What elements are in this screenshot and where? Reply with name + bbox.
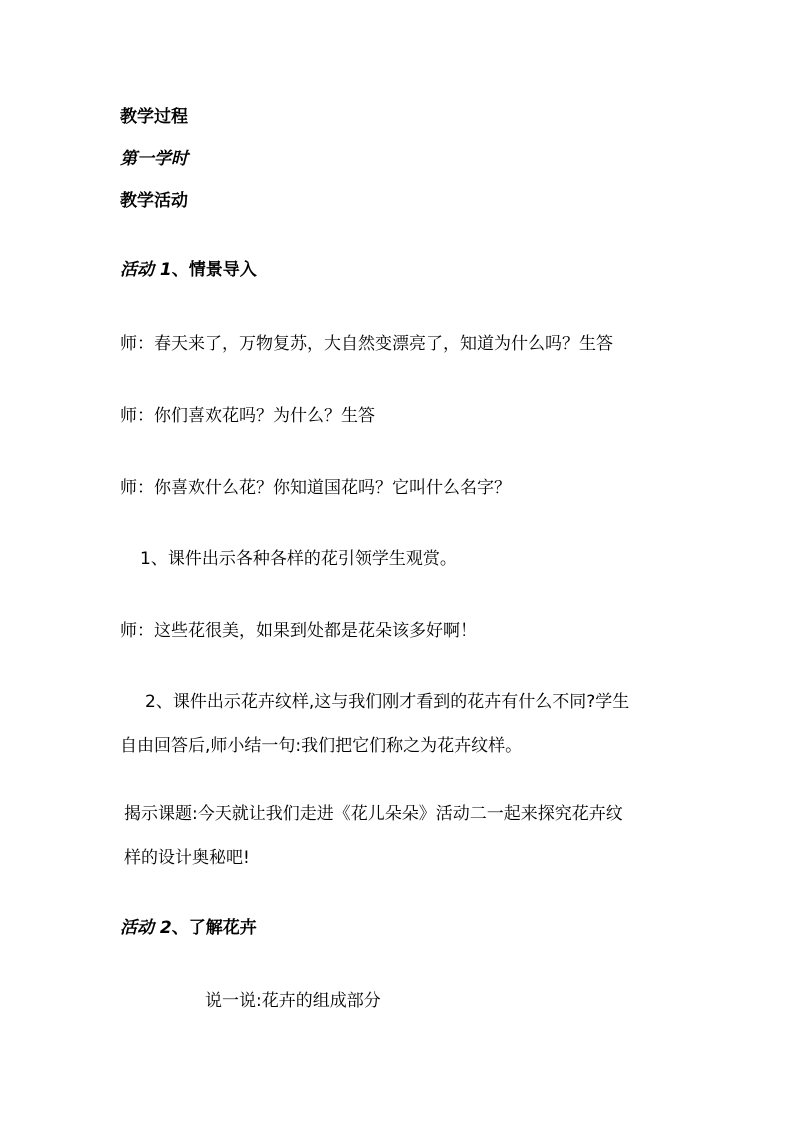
dialogue-line-1: 师：春天来了，万物复苏，大自然变漂亮了，知道为什么吗？生答	[120, 334, 613, 354]
reveal-topic-line-2: 样的设计奥秘吧!	[124, 848, 250, 868]
activity-2-heading	[120, 917, 257, 939]
step-2-line-1: 2、课件出示花卉纹样,这与我们刚才看到的花卉有什么不同?学生	[145, 692, 630, 712]
heading-teaching-activities: 教学活动	[120, 191, 188, 211]
heading-first-period: 第一学时	[120, 149, 188, 169]
heading-teaching-process: 教学过程	[120, 107, 188, 127]
activity-1-label: 活动 1	[120, 260, 172, 280]
activity-1-heading	[120, 259, 257, 281]
dialogue-line-2: 师：你们喜欢花吗？为什么？生答	[120, 406, 375, 426]
discuss-prompt: 说一说:花卉的组成部分	[205, 991, 381, 1011]
activity-1-title: 、情景导入	[171, 260, 257, 280]
activity-2-title: 、了解花卉	[171, 918, 257, 938]
dialogue-line-3: 师：你喜欢什么花？你知道国花吗？它叫什么名字？	[120, 478, 511, 498]
step-1-text: 1、课件出示各种各样的花引领学生观赏。	[140, 549, 457, 569]
activity-2-label: 活动 2	[120, 918, 172, 938]
step-2-line-2: 自由回答后,师小结一句:我们把它们称之为花卉纹样。	[120, 736, 523, 756]
teacher-remark: 师：这些花很美，如果到处都是花朵该多好啊！	[120, 621, 477, 641]
reveal-topic-line-1: 揭示课题:今天就让我们走进《花儿朵朵》活动二一起来探究花卉纹	[124, 804, 623, 824]
